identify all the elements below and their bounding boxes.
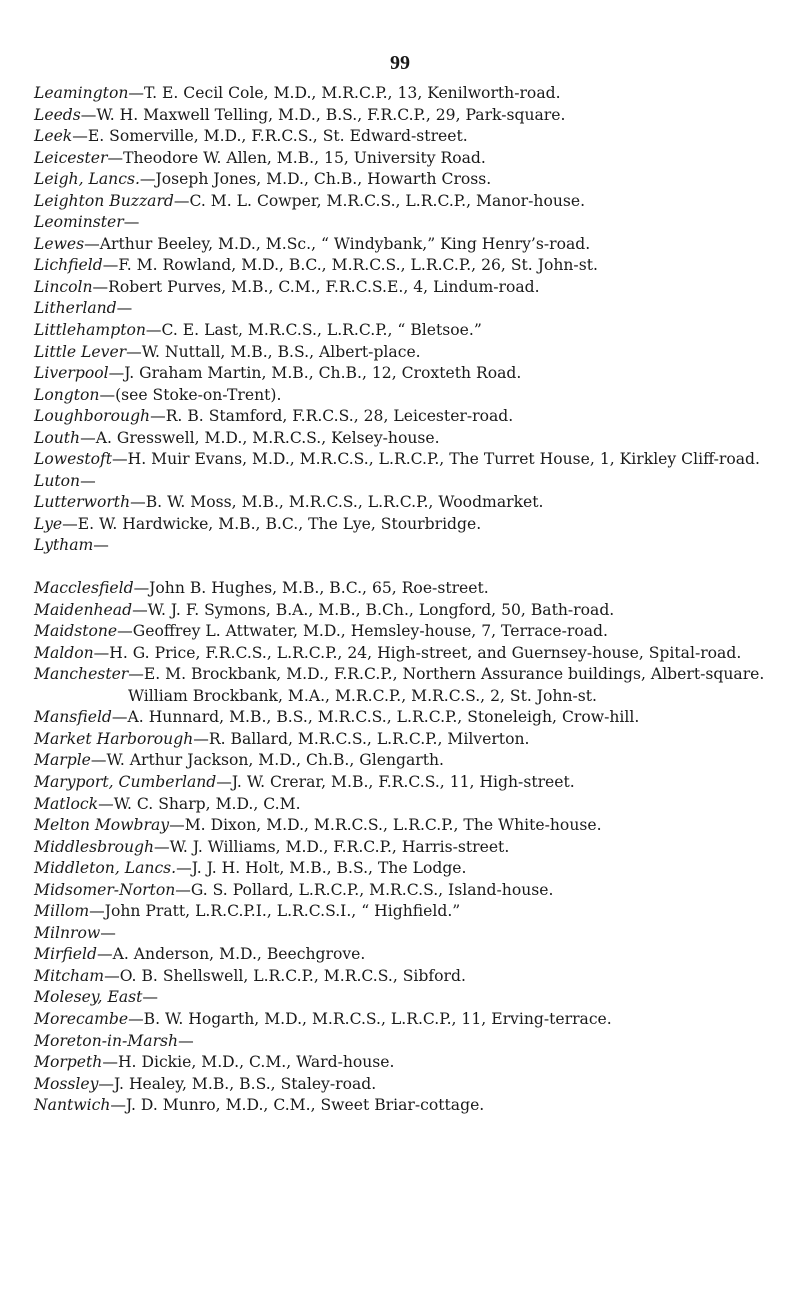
place-name: Littlehampton [34, 321, 146, 340]
entry-details: — [100, 923, 116, 942]
entry-details: —E. W. Hardwicke, M.B., B.C., The Lye, Stourbridge. [62, 514, 482, 533]
place-name: Moreton-in-Marsh [34, 1031, 179, 1050]
place-name: Leek [34, 127, 73, 146]
entry-details: —F. M. Rowland, M.D., B.C., M.R.C.S., L.R.C.P., 26, St. John-st. [102, 256, 598, 275]
place-name: Melton Mowbray [34, 816, 170, 835]
directory-entry [34, 191, 794, 213]
directory-entry [34, 578, 794, 600]
place-name: Midsomer-Norton [34, 880, 176, 899]
directory-entry [34, 966, 794, 988]
place-name: Leamington [34, 84, 129, 102]
directory-entry [34, 363, 794, 385]
directory-entry [34, 772, 794, 794]
directory-entry [34, 320, 794, 342]
directory-entry [34, 1009, 794, 1031]
entry-details: —A. Gresswell, M.D., M.R.C.S., Kelsey-house. [80, 428, 440, 447]
directory-entry [34, 750, 794, 772]
entry-details: —H. G. Price, F.R.C.S., L.R.C.P., 24, High-street, and Guernsey-house, Spital-road. [93, 643, 742, 662]
directory-entry [34, 621, 794, 643]
directory-entry [34, 794, 794, 816]
entry-details: —Geoffrey L. Attwater, M.D., Hemsley-house, 7, Terrace-road. [117, 622, 608, 641]
place-name: Maryport, Cumberland [34, 772, 217, 791]
place-name: Maldon [34, 643, 94, 662]
entry-details: —Theodore W. Allen, M.B., 15, University Road. [107, 148, 486, 167]
place-name: Leighton Buzzard [34, 191, 174, 210]
directory-entry [34, 298, 794, 320]
place-name: Leigh, Lancs. [34, 170, 140, 189]
directory-entry [34, 1074, 794, 1096]
entry-details: —E. Somerville, M.D., F.R.C.S., St. Edward-street. [72, 127, 468, 146]
directory-entry [34, 880, 794, 902]
entry-details: —T. E. Cecil Cole, M.D., M.R.C.P., 13, Kenilworth-road. [128, 84, 561, 102]
place-name: Lytham [34, 536, 94, 555]
place-name: Luton [34, 471, 81, 490]
directory-entry [34, 471, 794, 493]
entry-details: —C. E. Last, M.R.C.S., L.R.C.P., “ Bletsoe.” [145, 321, 482, 340]
place-name: Mirfield [34, 945, 98, 964]
place-name: Matlock [34, 794, 99, 813]
directory-entry [34, 858, 794, 880]
directory-entry [34, 729, 794, 751]
entry-details: William Brockbank, M.A., M.R.C.P., M.R.C.S., 2, St. John-st. [128, 686, 597, 705]
directory-entry [34, 385, 794, 407]
place-name: Lowestoft [34, 450, 113, 469]
entry-details: —J. W. Crerar, M.B., F.R.C.S., 11, High-street. [216, 772, 575, 791]
entry-details: —R. B. Stamford, F.R.C.S., 28, Leicester-road. [150, 407, 514, 426]
directory-entry [34, 664, 794, 686]
place-name: Millom [34, 902, 90, 921]
directory-entry [34, 600, 794, 622]
directory-entry [34, 492, 794, 514]
place-name: Mossley [34, 1074, 99, 1093]
place-name: Lewes [34, 234, 85, 253]
directory-entry [34, 83, 794, 105]
place-name: Longton [34, 385, 100, 404]
entry-details: —R. Ballard, M.R.C.S., L.R.C.P., Milverton. [193, 729, 530, 748]
entry-details: —O. B. Shellswell, L.R.C.P., M.R.C.S., Sibford. [104, 966, 466, 985]
directory-entry [34, 169, 794, 191]
entry-details: —J. D. Munro, M.D., C.M., Sweet Briar-cottage. [110, 1096, 485, 1115]
place-name: Nantwich [34, 1096, 111, 1115]
directory-entry [34, 707, 794, 729]
place-name: Mansfield [34, 708, 112, 727]
directory-entry [34, 255, 794, 277]
place-name: Litherland [34, 299, 117, 318]
entry-details: —A. Anderson, M.D., Beechgrove. [97, 945, 366, 964]
place-name: Middleton, Lancs. [34, 859, 177, 878]
place-name: Louth [34, 428, 81, 447]
directory-entry [34, 1095, 794, 1117]
entry-details: — [93, 536, 109, 555]
directory-entry [34, 105, 794, 127]
entry-details: —Robert Purves, M.B., C.M., F.R.C.S.E., 4, Lindum-road. [92, 277, 540, 296]
directory-entry [34, 837, 794, 859]
entry-details: — [178, 1031, 194, 1050]
directory-entry [34, 406, 794, 428]
place-name: Mitcham [34, 966, 105, 985]
entry-details: —B. W. Hogarth, M.D., M.R.C.S., L.R.C.P., 11, Erving-terrace. [128, 1009, 612, 1028]
place-name: Leominster [34, 213, 124, 232]
place-name: Milnrow [34, 923, 101, 942]
directory-entry [34, 901, 794, 923]
place-name: Little Lever [34, 342, 127, 361]
entry-details: —C. M. L. Cowper, M.R.C.S., L.R.C.P., Manor-house. [173, 191, 586, 210]
entry-details: —W. J. Williams, M.D., F.R.C.P., Harris-street. [154, 837, 510, 856]
directory-entry [34, 514, 794, 536]
entry-details: — [116, 299, 133, 318]
place-name: Liverpool [34, 364, 109, 383]
directory-entry [34, 535, 794, 557]
entry-details: —W. Arthur Jackson, M.D., Ch.B., Glengarth. [90, 751, 445, 770]
directory-entry [34, 923, 794, 945]
place-name: Morpeth [34, 1053, 103, 1072]
place-name: Morecambe [34, 1009, 129, 1028]
place-name: Middlesbrough [34, 837, 155, 856]
entry-details: — [142, 988, 158, 1007]
directory-entry [34, 643, 794, 665]
place-name: Lye [34, 514, 63, 533]
entry-group-m [34, 578, 794, 1117]
directory-entry [34, 148, 794, 170]
entry-details: —John Pratt, L.R.C.P.I., L.R.C.S.I., “ Highfield.” [89, 902, 461, 921]
directory-entry [34, 944, 794, 966]
entry-details: —J. Graham Martin, M.B., Ch.B., 12, Croxteth Road. [108, 364, 522, 383]
directory-entry [34, 342, 794, 364]
entry-details: —J. J. H. Holt, M.B., B.S., The Lodge. [176, 859, 467, 878]
directory-entry [34, 234, 794, 256]
place-name: Manchester [34, 665, 129, 684]
directory-entry [34, 449, 794, 471]
directory-entries [34, 83, 794, 1117]
place-name: Lutterworth [34, 493, 131, 512]
directory-entry [34, 987, 794, 1009]
directory-entry [34, 1052, 794, 1074]
entry-details: —W. H. Maxwell Telling, M.D., B.S., F.R.C.P., 29, Park-square. [80, 105, 566, 124]
place-name: Leeds [34, 105, 81, 124]
entry-details: —W. J. F. Symons, B.A., M.B., B.Ch., Longford, 50, Bath-road. [132, 600, 615, 619]
place-name: Macclesfield [34, 579, 134, 598]
entry-details: —W. Nuttall, M.B., B.S., Albert-place. [126, 342, 421, 361]
place-name: Lichfield [34, 256, 103, 275]
directory-entry [34, 1031, 794, 1053]
entry-details: —John B. Hughes, M.B., B.C., 65, Roe-street. [133, 579, 489, 598]
directory-entry [34, 212, 794, 234]
place-name: Market Harborough [34, 729, 194, 748]
place-name: Molesey, East [34, 988, 143, 1007]
directory-entry [34, 428, 794, 450]
directory-entry [34, 277, 794, 299]
directory-entry [34, 815, 794, 837]
entry-group-l [34, 83, 794, 557]
place-name: Maidstone [34, 622, 118, 641]
entry-details: —J. Healey, M.B., B.S., Staley-road. [98, 1074, 377, 1093]
entry-details: —Joseph Jones, M.D., Ch.B., Howarth Cross. [139, 170, 492, 189]
entry-details: —W. C. Sharp, M.D., C.M. [98, 794, 301, 813]
entry-details: —B. W. Moss, M.B., M.R.C.S., L.R.C.P., Woodmarket. [130, 493, 544, 512]
page-number: 99 [390, 52, 410, 74]
place-name: Leicester [34, 148, 108, 167]
directory-entry [34, 126, 794, 148]
place-name: Loughborough [34, 407, 151, 426]
directory-entry [34, 686, 794, 708]
entry-details: —H. Dickie, M.D., C.M., Ward-house. [102, 1053, 395, 1072]
entry-details: —M. Dixon, M.D., M.R.C.S., L.R.C.P., The White-house. [169, 816, 602, 835]
entry-details: —Arthur Beeley, M.D., M.Sc., “ Windybank,” King Henry’s-road. [84, 234, 591, 253]
place-name: Lincoln [34, 277, 93, 296]
entry-details: —G. S. Pollard, L.R.C.P., M.R.C.S., Island-house. [175, 880, 554, 899]
entry-details: —H. Muir Evans, M.D., M.R.C.S., L.R.C.P., The Turret House, 1, Kirkley Cliff-road. [112, 450, 760, 469]
entry-details: — [80, 471, 96, 490]
entry-details: —A. Hunnard, M.B., B.S., M.R.C.S., L.R.C.P., Stoneleigh, Crow-hill. [111, 708, 640, 727]
entry-details: —(see Stoke-on-Trent). [99, 385, 282, 404]
entry-details: — [123, 213, 140, 232]
entry-details: —E. M. Brockbank, M.D., F.R.C.P., Northern Assurance buildings, Albert-square. [128, 665, 765, 684]
place-name: Maidenhead [34, 600, 133, 619]
place-name: Marple [34, 751, 91, 770]
